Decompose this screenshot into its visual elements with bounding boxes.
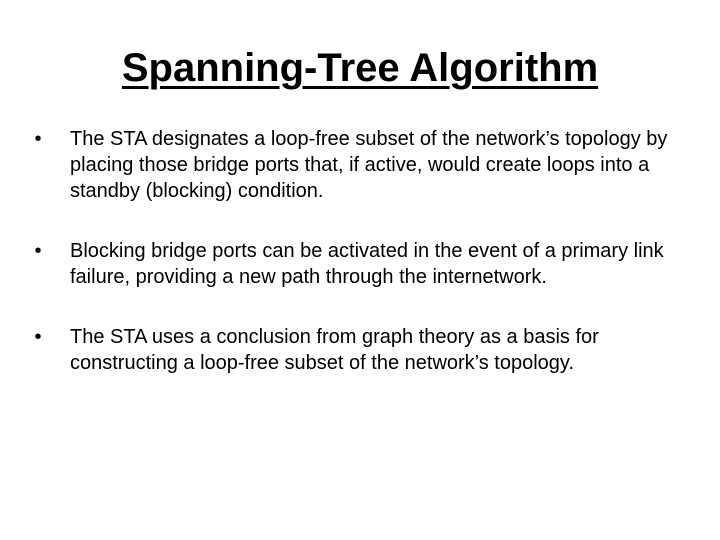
- slide-title: Spanning-Tree Algorithm: [121, 46, 599, 90]
- bullet-text: Blocking bridge ports can be activated in the event of a primary link failure, providing a new path through the internetwork.: [70, 240, 664, 288]
- bullet-text: The STA designates a loop-free subset of the network’s topology by placing those bridge ports that, if active, would create loops into a standby (blocking) condition.: [70, 128, 668, 202]
- bullet-item: [28, 126, 688, 204]
- bullet-dot-icon: •: [34, 128, 42, 150]
- bullet-text: The STA uses a conclusion from graph theory as a basis for constructing a loop-free subset of the network’s topology.: [70, 326, 599, 374]
- bullet-list: [28, 126, 688, 410]
- bullet-dot-icon: •: [34, 326, 42, 348]
- bullet-dot-icon: •: [34, 240, 42, 262]
- bullet-item: [28, 238, 688, 290]
- bullet-item: [28, 324, 688, 376]
